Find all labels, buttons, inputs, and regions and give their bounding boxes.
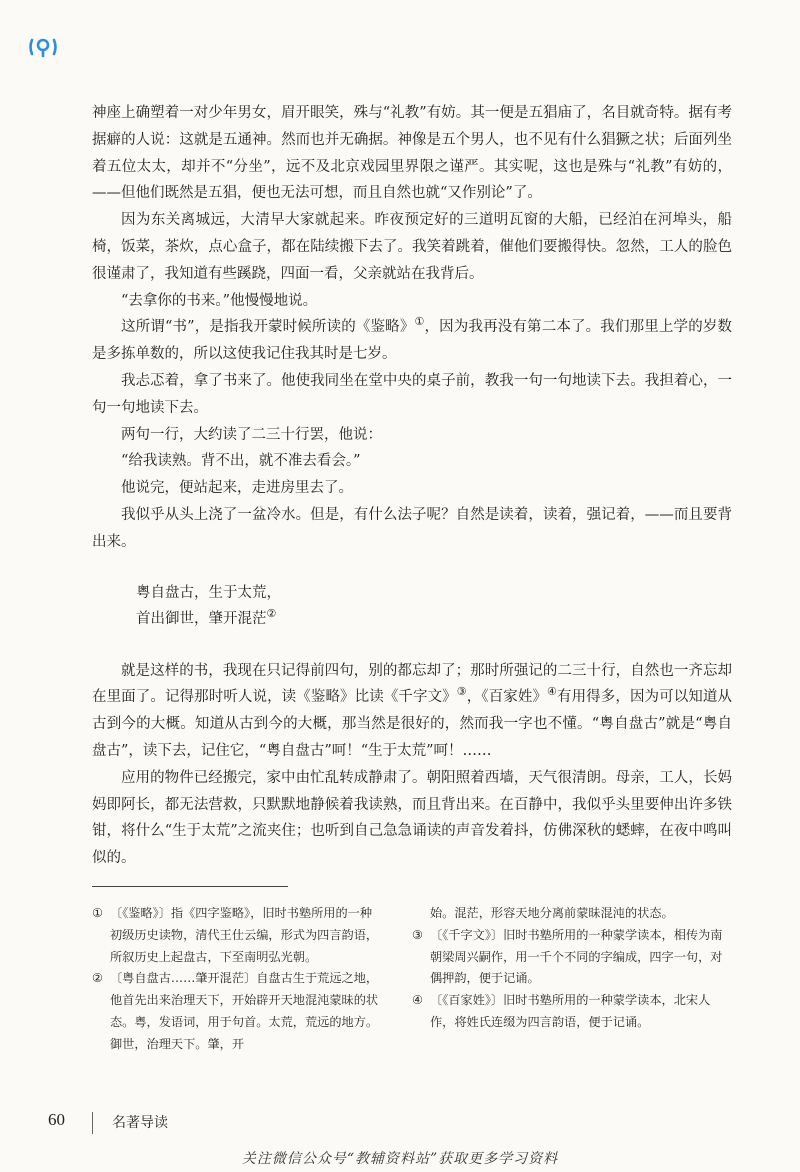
paragraph: “给我读熟。背不出，就不准去看会。” — [121, 453, 361, 470]
book-logo-icon — [28, 36, 58, 58]
paragraph: 因为东关离城远，大清早大家就起来。昨夜预定好的三道明瓦窗的大船，已经泊在河埠头，船椅，饭菜，茶炊，点心盒子，都在陆续搬下去了。我笑着跳着，催他们要搬得快。忽然，工人的脸色很谨肃了，我知道有些蹊跷，四面一看，父亲就站在我背后。 — [92, 212, 732, 282]
footnote-2 — [92, 968, 384, 1055]
paragraph-text: 这所谓“书”，是指我开蒙时候所读的《鉴略》 — [121, 319, 415, 336]
footnote-text: 〔《百家姓》〕旧时书塾所用的一种蒙学读本，北宋人作，将姓氏连缀为四言韵语，便于记诵。 — [430, 993, 711, 1029]
footnote-ref-1: ① — [414, 315, 425, 329]
footnote-text: 〔《鉴略》〕指《四字鉴略》，旧时书塾所用的一种初级历史读物，清代王仕云编，形式为四言韵语，所叙历史上起盘古，下至南明弘光朝。 — [110, 906, 379, 964]
main-text — [92, 100, 732, 872]
footnote-number: ④ — [412, 993, 423, 1008]
paragraph-text: ，因为我再没有第二本了。我们那里上学的岁数是多拣单数的，所以这使我记住我其时是七岁。 — [92, 319, 732, 363]
poem-line: 粤自盘古，生于太荒， — [136, 584, 281, 601]
paragraph — [92, 658, 732, 765]
paragraph: 应用的物件已经搬完，家中由忙乱转成静肃了。朝阳照着西墙，天气很清朗。母亲，工人，长妈妈即阿长，都无法营救，只默默地静候着我读熟，而且背出来。在百静中，我似乎头里要伸出许多铁钳，将什么“生于太荒”之流夹住；也听到自己急急诵读的声音发着抖，仿佛深秋的蟋蟀，在夜中鸣叫似的。 — [92, 769, 732, 867]
footnote-ref-4: ④ — [547, 685, 557, 699]
footnote-number: ② — [92, 971, 103, 986]
paragraph-text: ，《百家姓》 — [466, 689, 548, 706]
footnote-2-continued: 始。混茫，形容天地分离前蒙昧混沌的状态。 — [430, 906, 674, 920]
footnote-4 — [412, 990, 730, 1034]
paragraph: “去拿你的书来。”他慢慢地说。 — [121, 292, 318, 309]
paragraph-text: 就是这样的书，我现在只记得前四句，别的都忘却了；那时所强记的二三十行，自然也一齐忘却在里面了。记得那时听人说，读《鉴略》比读《千字文》 — [92, 662, 732, 706]
footnote-number: ③ — [412, 927, 423, 942]
footnote-divider — [92, 886, 288, 887]
footnote-ref-2: ② — [266, 606, 277, 620]
footnote-number: ① — [92, 906, 103, 920]
footnote-1 — [92, 903, 384, 968]
poem-line — [136, 606, 732, 632]
paragraph: 神座上确塑着一对少年男女，眉开眼笑，殊与“礼教”有妨。其一便是五猖庙了，名目就奇特。据有考据癖的人说：这就是五通神。然而也并无确据。神像是五个男人，也不见有什么猖獗之状；后面列坐着五位太太，却并不“分坐”，远不及北京戏园里界限之谨严。其实呢，这也是殊与“礼教”有妨的，——但他们既然是五猖，便也无法可想，而且自然也就“又作别论”了。 — [92, 105, 732, 202]
poem-line-text: 首出御世，肇开混茫 — [136, 610, 267, 627]
paragraph: 我忐忑着，拿了书来了。他使我同坐在堂中央的桌子前，教我一句一句地读下去。我担着心，一句一句地读下去。 — [92, 372, 732, 416]
footnotes-left-column — [92, 903, 384, 1056]
paragraph: 我似乎从头上浇了一盆冷水。但是，有什么法子呢？自然是读着，读着，强记着，——而且要背出来。 — [92, 506, 732, 550]
footnote-ref-3: ③ — [456, 685, 467, 699]
footnote-text: 〔粤自盘古……肇开混茫〕自盘古生于荒远之地，他首先出来治理天下，开始辟开天地混沌蒙昧的状态。粤，发语词，用于句首。太荒，荒远的地方。御世，治理天下。肇，开 — [110, 971, 379, 1051]
book-title: 名著导读 — [112, 1115, 168, 1131]
footnotes-right-column — [412, 903, 730, 1034]
page-number: 60 — [48, 1110, 65, 1129]
paragraph-text: 有用得多，因为可以知道从古到今的大概。知道从古到今的大概，那当然是很好的，然而我一字也不懂。“粤自盘古”就是“粤自盘古”，读下去，记住它，“粤自盘古”呵！“生于太荒”呵！…… — [92, 689, 732, 759]
poem-quote — [136, 580, 732, 632]
watermark-text: 关注微信公众号“教辅资料站”获取更多学习资料 — [241, 1151, 559, 1167]
footnote-text: 〔《千字文》〕旧时书塾所用的一种蒙学读本，相传为南朝梁周兴嗣作，用一千个不同的字编成，四字一句，对偶押韵，便于记诵。 — [430, 927, 723, 986]
footer-divider — [92, 1112, 93, 1134]
footnote-3 — [412, 925, 730, 990]
paragraph — [92, 314, 732, 368]
paragraph: 两句一行，大约读了二三十行罢，他说： — [121, 426, 382, 443]
paragraph: 他说完，便站起来，走进房里去了。 — [121, 480, 353, 497]
